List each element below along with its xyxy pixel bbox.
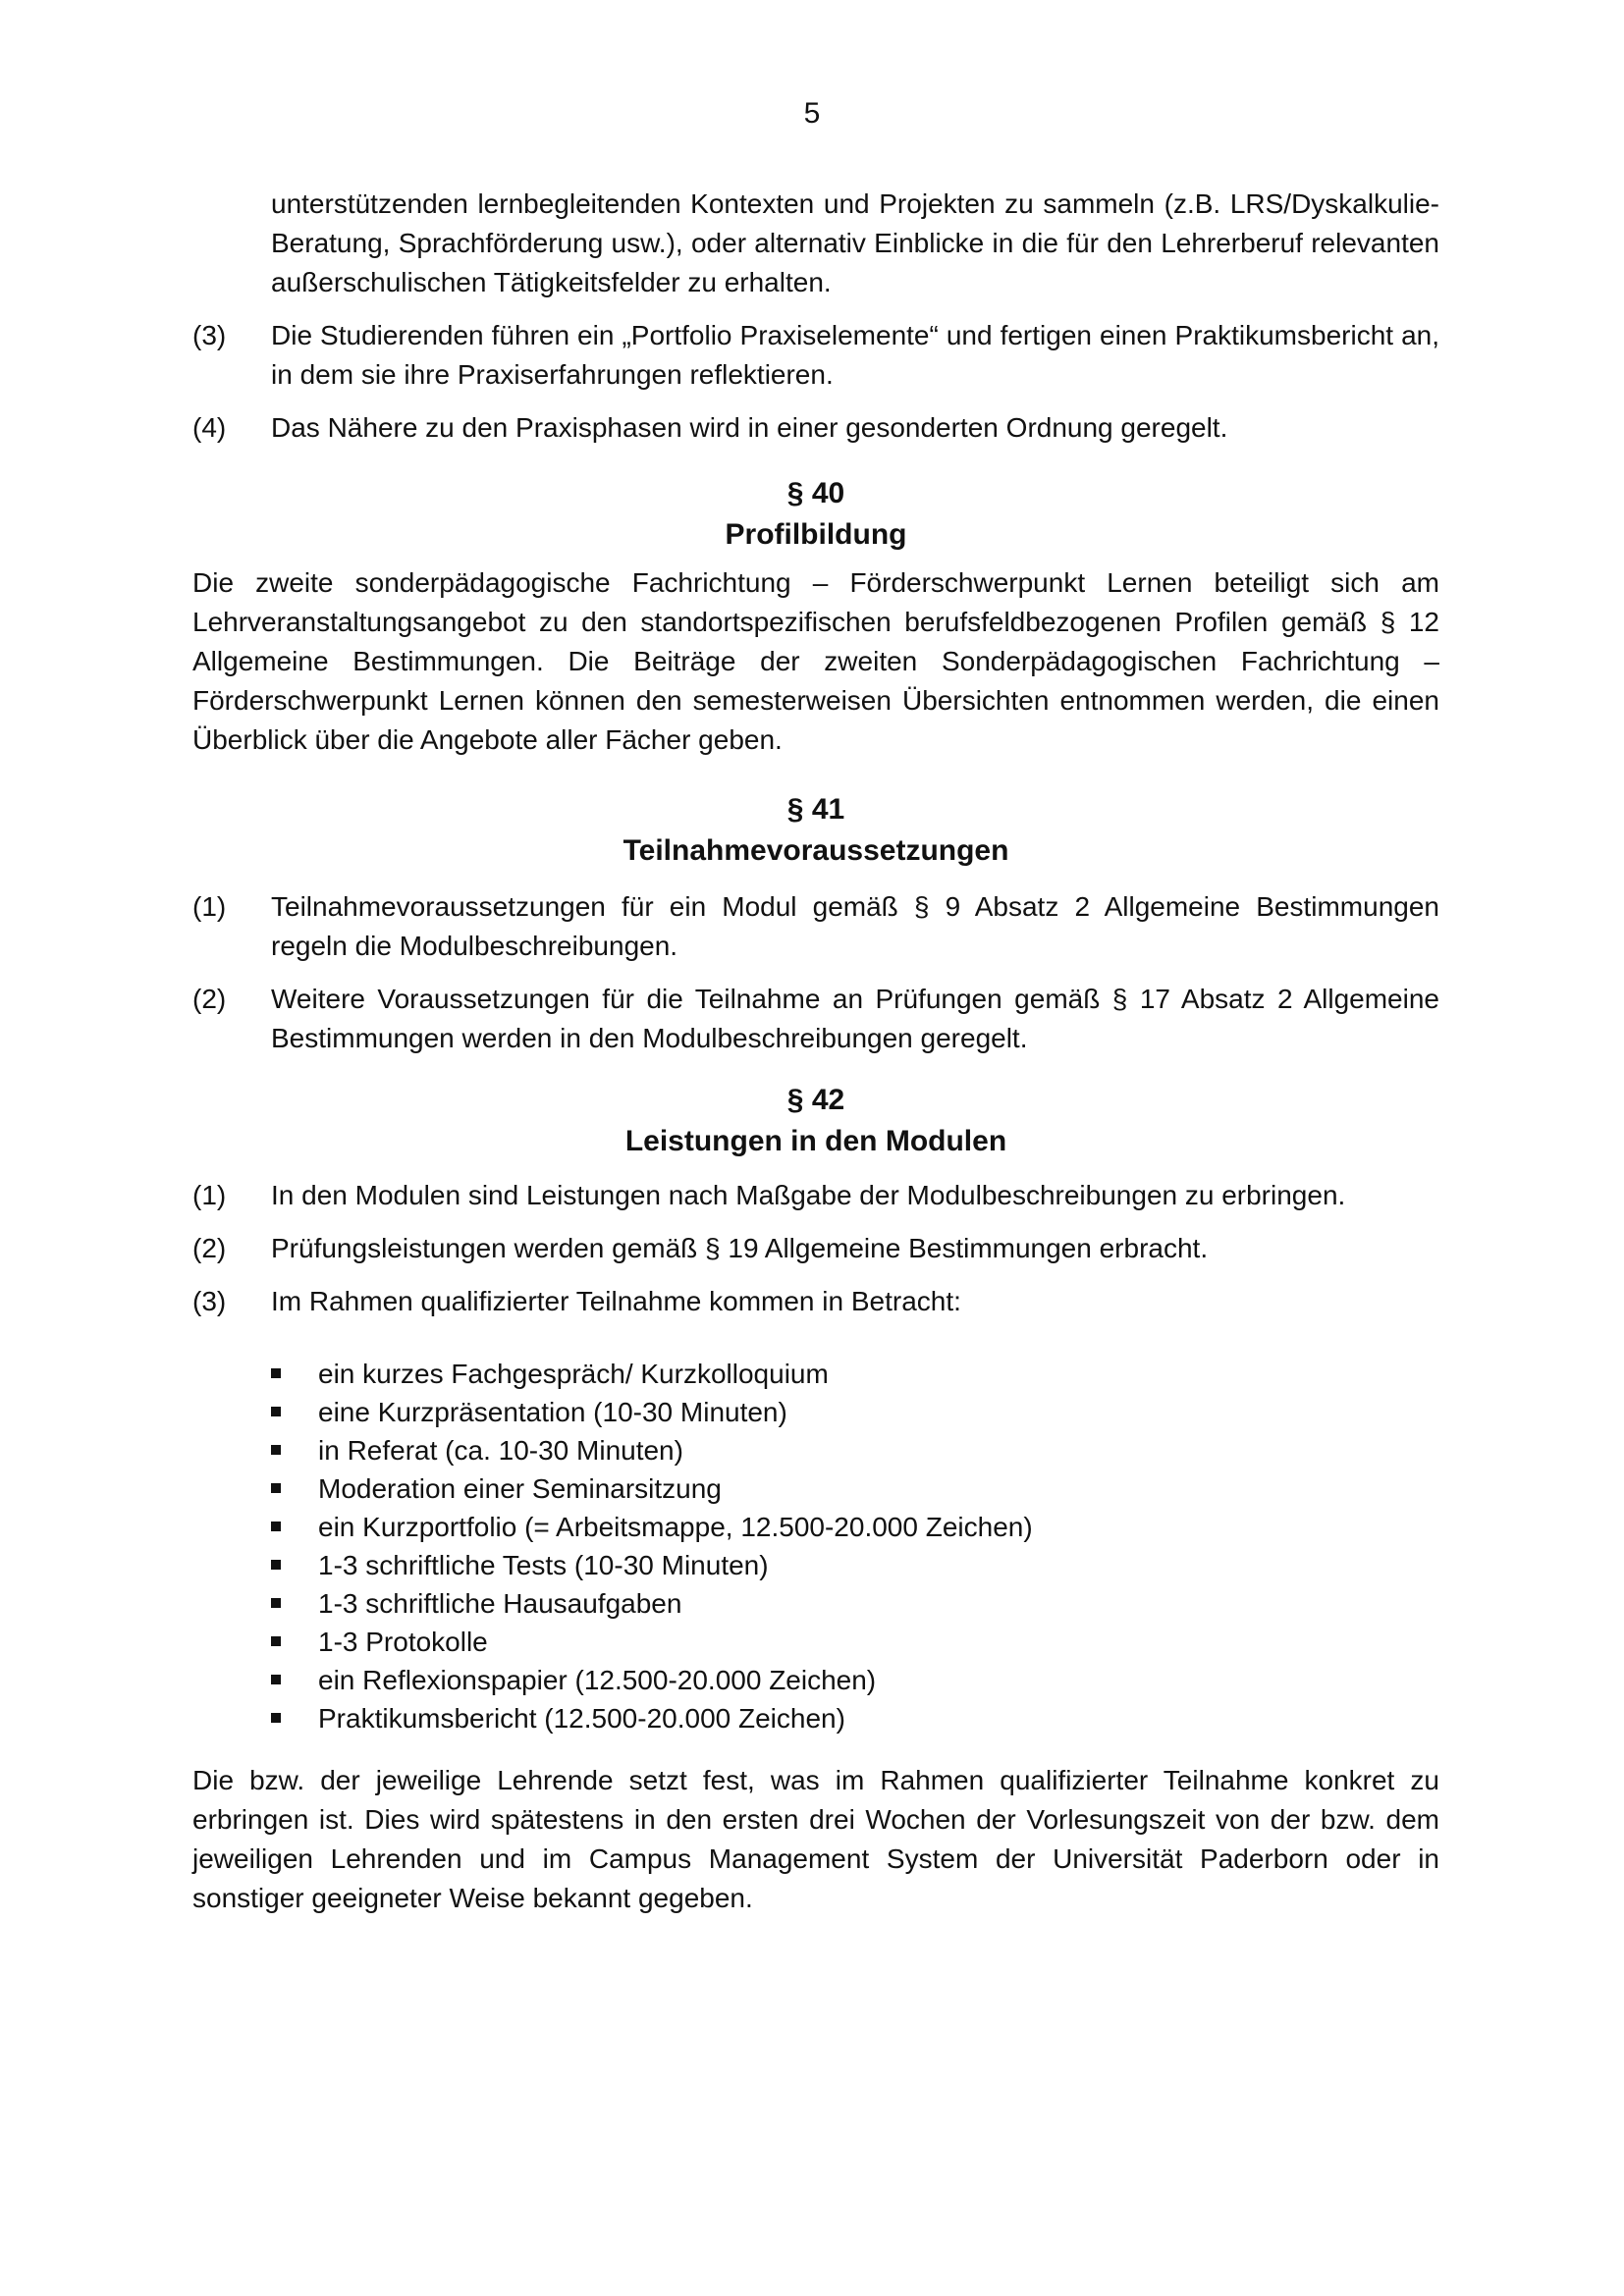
bullet-square-icon bbox=[271, 1368, 281, 1378]
list-item bbox=[271, 1431, 1439, 1469]
paragraph-text: Weitere Voraussetzungen für die Teilnahme an Prüfungen gemäß § 17 Absatz 2 Allgemeine Bestimmungen werden in den Modulbeschreibungen geregelt. bbox=[271, 984, 1439, 1053]
bullet-square-icon bbox=[271, 1675, 281, 1684]
list-item bbox=[271, 1355, 1439, 1393]
list-item-text: Praktikumsbericht (12.500-20.000 Zeichen) bbox=[318, 1703, 845, 1734]
list-item bbox=[271, 1584, 1439, 1623]
section-title: Teilnahmevoraussetzungen bbox=[623, 834, 1009, 867]
list-item bbox=[271, 1699, 1439, 1737]
section-title: Profilbildung bbox=[725, 518, 907, 551]
paragraph-text: Das Nähere zu den Praxisphasen wird in einer gesonderten Ordnung geregelt. bbox=[271, 412, 1228, 443]
section-heading bbox=[192, 789, 1439, 872]
numbered-paragraph bbox=[192, 316, 1439, 395]
list-item bbox=[271, 1508, 1439, 1546]
list-item-text: Moderation einer Seminarsitzung bbox=[318, 1473, 722, 1504]
bullet-square-icon bbox=[271, 1445, 281, 1455]
list-item-text: 1-3 Protokolle bbox=[318, 1627, 488, 1657]
paragraph-number: (4) bbox=[192, 412, 227, 443]
list-item-text: 1-3 schriftliche Tests (10-30 Minuten) bbox=[318, 1550, 769, 1580]
paragraph-number: (2) bbox=[192, 1233, 227, 1263]
continuation-paragraph: unterstützenden lernbegleitenden Kontexten und Projekten zu sammeln (z.B. LRS/Dyskalkulie-Beratung, Sprachförderung usw.), oder alternativ Einblicke in die für den Lehrerberuf relevanten außerschulischen Tätigkeitsfelder zu erhalten. bbox=[271, 188, 1439, 297]
paragraph-text: Die Studierenden führen ein „Portfolio Praxiselemente“ und fertigen einen Praktikumsbericht an, in dem sie ihre Praxiserfahrungen reflektieren. bbox=[271, 320, 1439, 390]
bullet-square-icon bbox=[271, 1636, 281, 1646]
numbered-paragraph bbox=[192, 980, 1439, 1058]
numbered-paragraph bbox=[192, 887, 1439, 966]
list-item-text: ein kurzes Fachgespräch/ Kurzkolloquium bbox=[318, 1359, 829, 1389]
closing-paragraph: Die bzw. der jeweilige Lehrende setzt fest, was im Rahmen qualifizierter Teilnahme konkret zu erbringen ist. Dies wird spätestens in den ersten drei Wochen der Vorlesungszeit von der bzw. dem jeweiligen Lehrenden und im Campus Management System der Universität Paderborn oder in sonstiger geeigneter Weise bekannt gegeben. bbox=[192, 1765, 1439, 1913]
paragraph-number: (2) bbox=[192, 984, 227, 1014]
list-item-text: eine Kurzpräsentation (10-30 Minuten) bbox=[318, 1397, 787, 1427]
bullet-list bbox=[271, 1355, 1439, 1737]
section-heading bbox=[192, 1080, 1439, 1162]
paragraph-number: (3) bbox=[192, 1286, 227, 1316]
paragraph-number: (1) bbox=[192, 891, 227, 922]
section-title: Leistungen in den Modulen bbox=[624, 1125, 1007, 1157]
bullet-square-icon bbox=[271, 1522, 281, 1531]
paragraph-text: Teilnahmevoraussetzungen für ein Modul gemäß § 9 Absatz 2 Allgemeine Bestimmungen regeln die Modulbeschreibungen. bbox=[271, 891, 1439, 961]
bullet-square-icon bbox=[271, 1713, 281, 1723]
bullet-square-icon bbox=[271, 1483, 281, 1493]
paragraph-text: Prüfungsleistungen werden gemäß § 19 Allgemeine Bestimmungen erbracht. bbox=[271, 1233, 1209, 1263]
list-item-text: ein Reflexionspapier (12.500-20.000 Zeichen) bbox=[318, 1665, 877, 1695]
section-number: § 40 bbox=[786, 477, 845, 509]
numbered-paragraph bbox=[192, 1176, 1439, 1215]
list-item-text: in Referat (ca. 10-30 Minuten) bbox=[318, 1435, 683, 1466]
numbered-paragraph bbox=[192, 1282, 1439, 1321]
list-item bbox=[271, 1546, 1439, 1584]
paragraph-text: In den Modulen sind Leistungen nach Maßgabe der Modulbeschreibungen zu erbringen. bbox=[271, 1180, 1346, 1210]
bullet-square-icon bbox=[271, 1598, 281, 1608]
section-heading bbox=[192, 473, 1439, 556]
paragraph-number: (3) bbox=[192, 320, 227, 350]
section-number: § 41 bbox=[786, 793, 845, 826]
section-body: Die zweite sonderpädagogische Fachrichtung – Förderschwerpunkt Lernen beteiligt sich am Lehrveranstaltungsangebot zu den standortspezifischen berufsfeldbezogenen Profilen gemäß § 12 Allgemeine Bestimmungen. Die Beiträge der zweiten Sonderpädagogischen Fachrichtung – Förderschwerpunkt Lernen können den semesterweisen Übersichten entnommen werden, die einen Überblick über die Angebote aller Fächer geben. bbox=[192, 567, 1439, 755]
list-item bbox=[271, 1469, 1439, 1508]
list-item bbox=[271, 1661, 1439, 1699]
list-item bbox=[271, 1393, 1439, 1431]
list-item-text: ein Kurzportfolio (= Arbeitsmappe, 12.500-20.000 Zeichen) bbox=[318, 1512, 1033, 1542]
paragraph-text: Im Rahmen qualifizierter Teilnahme kommen in Betracht: bbox=[271, 1286, 961, 1316]
paragraph-number: (1) bbox=[192, 1180, 227, 1210]
bullet-square-icon bbox=[271, 1407, 281, 1416]
numbered-paragraph bbox=[192, 1229, 1439, 1268]
page-number: 5 bbox=[803, 97, 821, 130]
numbered-paragraph bbox=[192, 408, 1439, 448]
list-item-text: 1-3 schriftliche Hausaufgaben bbox=[318, 1588, 682, 1619]
list-item bbox=[271, 1623, 1439, 1661]
bullet-square-icon bbox=[271, 1560, 281, 1570]
section-number: § 42 bbox=[786, 1084, 845, 1116]
page-content bbox=[192, 185, 1439, 1932]
